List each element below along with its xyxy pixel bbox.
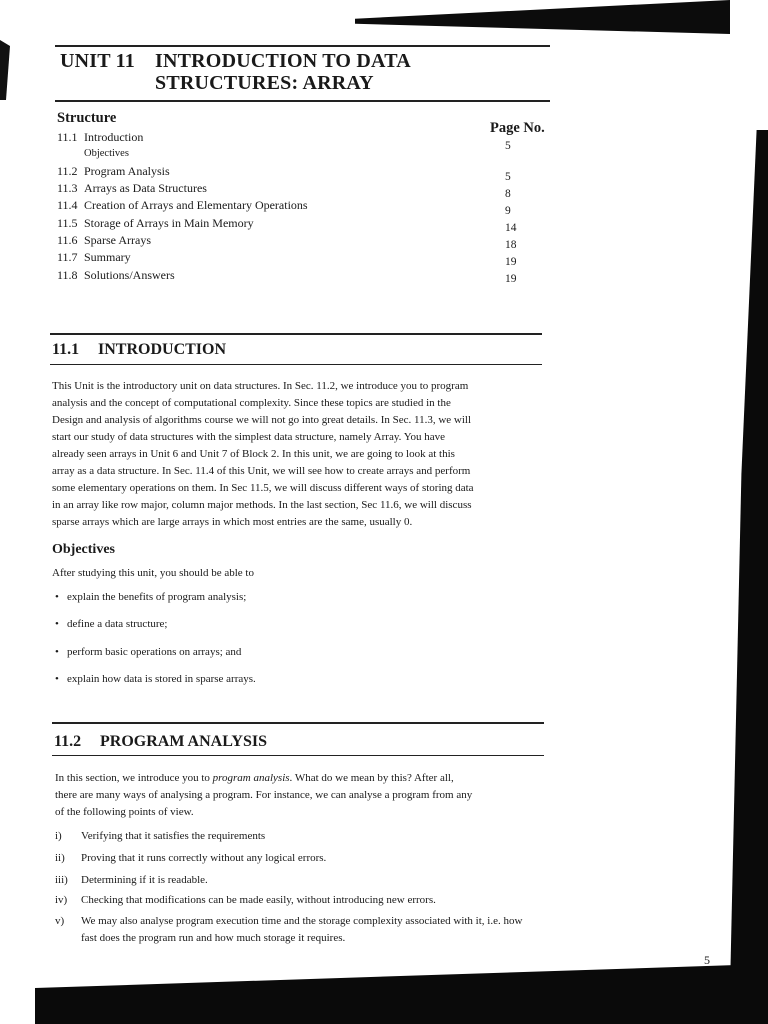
toc-item: 11.8 Solutions/Answers <box>57 268 175 282</box>
toc-item: 11.6 Sparse Arrays <box>57 233 151 247</box>
objectives-heading: Objectives <box>52 542 115 557</box>
structure-heading: Structure <box>57 110 117 126</box>
toc-item: 11.5 Storage of Arrays in Main Memory <box>57 216 254 230</box>
toc-page-number: 19 <box>505 273 517 285</box>
toc-page-number: 14 <box>505 222 517 234</box>
toc-item: 11.4 Creation of Arrays and Elementary Operations <box>57 198 308 212</box>
objective-bullet: • define a data structure; <box>55 618 168 630</box>
toc-item: 11.7 Summary <box>57 250 131 264</box>
title-bottom-rule <box>55 100 550 102</box>
toc-page-number: 8 <box>505 188 511 200</box>
toc-page-number: 19 <box>505 256 517 268</box>
toc-subitem: Objectives <box>84 148 129 159</box>
unit-number: UNIT 11 <box>60 50 135 72</box>
objectives-intro: After studying this unit, you should be able to <box>52 567 254 579</box>
unit-title <box>60 50 411 94</box>
program-analysis-term: program analysis <box>212 772 290 784</box>
analysis-list-item: ii) Proving that it runs correctly without any logical errors. <box>55 852 327 864</box>
section-top-rule <box>50 333 542 335</box>
title-top-rule <box>55 45 550 47</box>
toc-page-number: 18 <box>505 239 517 251</box>
objective-bullet: • perform basic operations on arrays; and <box>55 646 242 658</box>
program-analysis-intro: In this section, we introduce you to program analysis. What do we mean by this? After all, there are many ways of analysing a program. For instance, we can analyse a program from any of the following points of view. <box>55 772 473 818</box>
analysis-list-item: i) Verifying that it satisfies the requirements <box>55 830 266 842</box>
toc-item: 11.2 Program Analysis <box>57 164 170 178</box>
toc-item: 11.1 Introduction <box>57 130 144 144</box>
section-heading-introduction: 11.1 INTRODUCTION <box>52 341 227 358</box>
toc-item: 11.3 Arrays as Data Structures <box>57 181 207 195</box>
toc-page-number: 5 <box>505 140 511 152</box>
analysis-list-item: v) We may also analyse program execution time and the storage complexity associated with it, i.e. how fast does the program run and how much storage it requires. <box>55 915 523 944</box>
unit-title-line2: STRUCTURES: ARRAY <box>155 72 374 94</box>
toc-page-number: 9 <box>505 205 511 217</box>
objective-bullet: • explain the benefits of program analysis; <box>55 591 247 603</box>
analysis-list-item: iv) Checking that modifications can be made easily, without introducing new errors. <box>55 894 436 906</box>
section-top-rule <box>52 722 544 724</box>
introduction-paragraph: This Unit is the introductory unit on data structures. In Sec. 11.2, we introduce you to program analysis and the concept of computational complexity. Since these topics are studied in the Design and analysis of algorithms course we will not go into great details. In Sec. 11.3, we will start our study of data structures with the simplest data structure, namely Array. You have already seen arrays in Unit 6 and Unit 7 of Block 2. In this unit, we are going to look at this array as a data structure. In Sec. 11.4 of this Unit, we will see how to create arrays and perform some elementary operations on them. In Sec 11.5, we will discuss different ways of storing data in an array like row major, column major methods. In the last section, Sec 11.6, we will discuss sparse arrays which are large arrays in which most entries are the same, usually 0. <box>52 380 474 528</box>
toc-page-number: 5 <box>505 171 511 183</box>
analysis-list-item: iii) Determining if it is readable. <box>55 874 208 886</box>
section-bottom-rule <box>52 755 544 756</box>
page-no-heading: Page No. <box>490 120 545 136</box>
unit-title-line1: INTRODUCTION TO DATA <box>155 50 411 72</box>
section-heading-program-analysis: 11.2 PROGRAM ANALYSIS <box>54 733 267 750</box>
objective-bullet: • explain how data is stored in sparse arrays. <box>55 673 256 685</box>
page-number: 5 <box>704 953 710 967</box>
section-bottom-rule <box>50 364 542 365</box>
